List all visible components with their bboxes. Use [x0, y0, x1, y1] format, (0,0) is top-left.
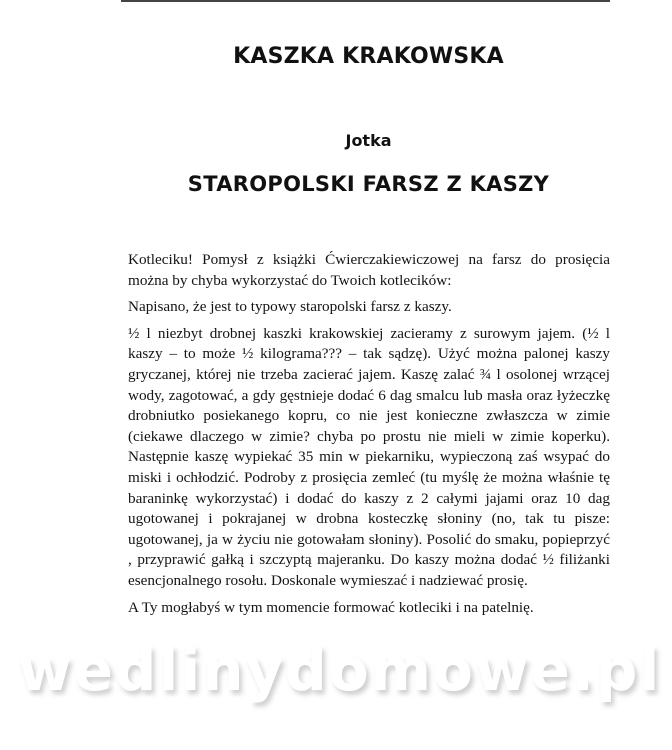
header-rule	[121, 0, 610, 2]
document-body	[128, 250, 610, 624]
watermark: wedlinydomowe.pl	[18, 636, 662, 704]
paragraph-recipe: ½ l niezbyt drobnej kaszki krakowskiej zacieramy z surowym jajem. (½ l kaszy – to może ½ kilograma??? – tak sądzę). Użyć można palonej kaszy gryczanej, której nie trzeba zacierać jajem. Kaszę zalać ¾ l osolonej wrzącej wody, zagotować, a gdy gęstnieje dodać 6 dag smalcu lub masła oraz łyżeczkę drobniutko posiekanego kopru, co nie jest konieczne zwłaszcza w zimie (ciekawe dlaczego w zimie? chyba po prostu nie mieli w zimie koperku). Następnie kaszę wypiekać 35 min w piekarniku, wypieczoną zaś wsypać do miski i ochłodzić. Podroby z prosięcia zemleć (tu myślę że można właśnie tę baraninkę wykorzystać) i dodać do kaszy z 2 całymi jajami oraz 10 dag ugotowanej i pokrajanej w drobna kosteczkę słoniny (no, tak tu pisze: ugotowanej, ja w życiu nie gotowałam słoniny). Posolić do smaku, popieprzyć , przyprawić gałką i szczyptą majeranku. Do kaszy można dodać ½ filiżanki esencjonalnego rosołu. Doskonale wymieszać i nadziewać prosię.	[128, 324, 610, 589]
paragraph-intro: Kotleciku! Pomysł z książki Ćwierczakiewiczowej na farsz do prosięcia można by chyba wykorzystać do Twoich kotlecików:	[128, 251, 610, 289]
paragraph-closing: A Ty mogłabyś w tym momencie formować kotleciki i na patelnię.	[128, 598, 534, 616]
paragraph-note: Napisano, że jest to typowy staropolski farsz z kaszy.	[128, 298, 452, 316]
document-subtitle: STAROPOLSKI FARSZ Z KASZY	[187, 172, 550, 196]
author-name: Jotka	[345, 131, 392, 150]
document-title: KASZKA KRAKOWSKA	[233, 44, 504, 69]
